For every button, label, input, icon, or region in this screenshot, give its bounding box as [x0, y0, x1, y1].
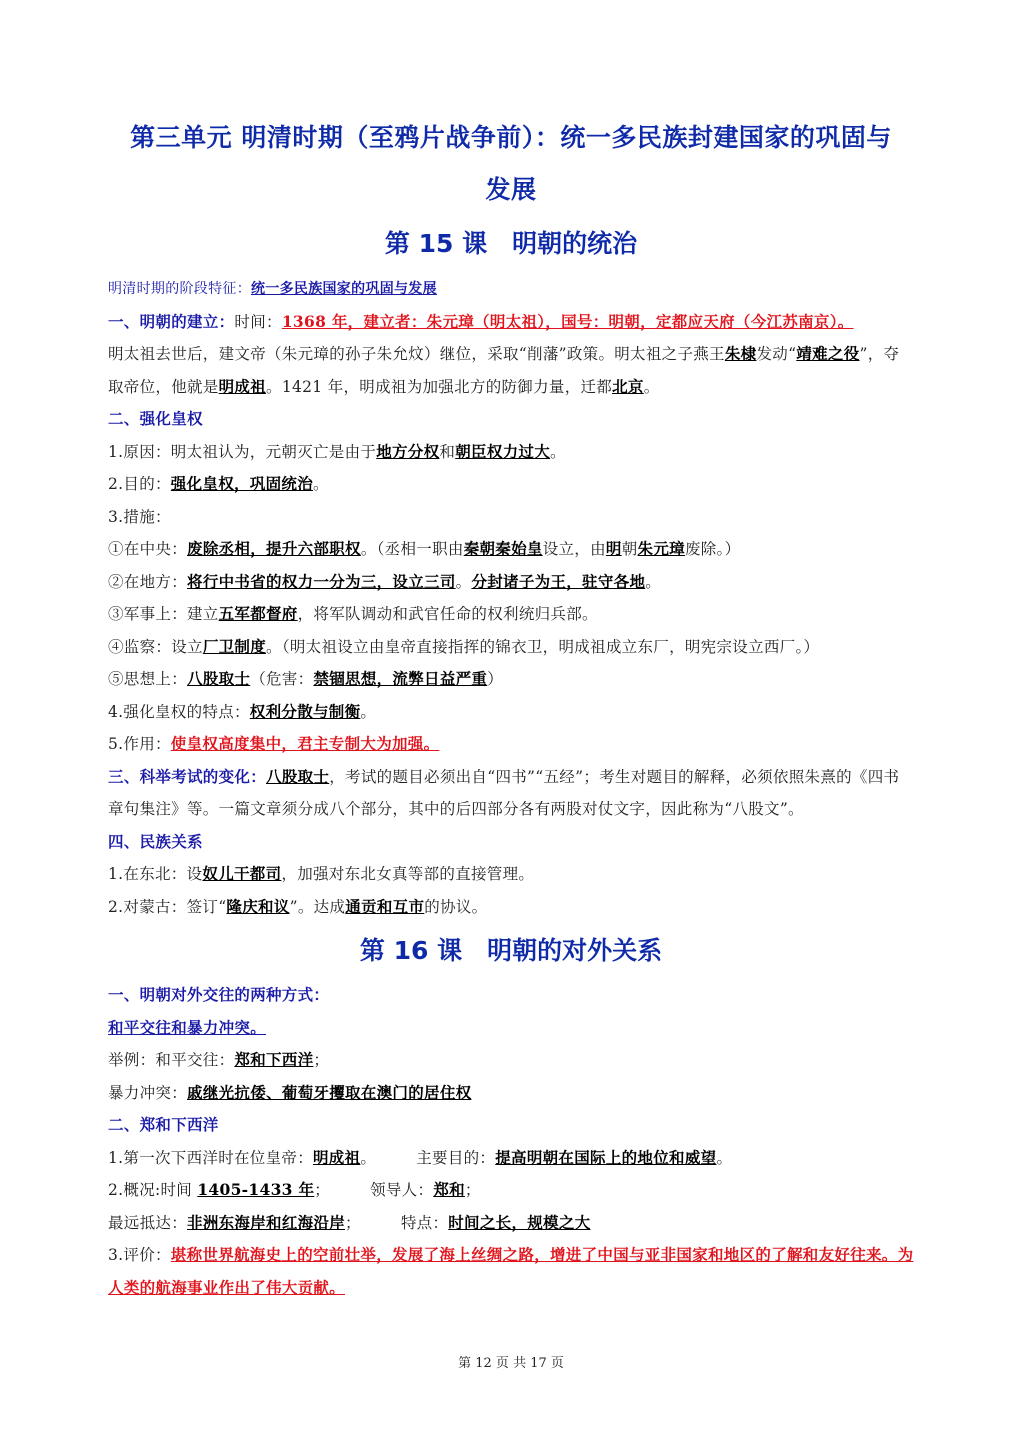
text-fragment: 明	[605, 539, 622, 558]
example-peaceful	[108, 1044, 914, 1077]
text-fragment: 的协议。	[424, 897, 488, 916]
text-fragment: 1.第一次下西洋时在位皇帝：	[108, 1148, 313, 1167]
text-fragment: 1.在东北：设	[108, 865, 203, 883]
text-fragment: ；	[345, 1213, 361, 1232]
lesson-15-title: 第 15 课 明朝的统治	[384, 229, 638, 258]
text-fragment: ；	[314, 1181, 331, 1199]
text-fragment: ）	[487, 670, 504, 688]
measure-supervision	[108, 631, 914, 664]
text-fragment: 发动“	[756, 345, 797, 363]
text-fragment: ”，夺取帝位，他就是	[108, 345, 900, 396]
text-fragment: 2.目的：	[108, 475, 171, 493]
text-fragment: 。	[643, 377, 660, 396]
text-fragment: 提高明朝在国际上的地位和威望	[495, 1147, 717, 1167]
paragraph-jingnan	[108, 338, 914, 403]
text-fragment: 4.强化皇权的特点：	[108, 702, 250, 721]
text-fragment: 暴力冲突：	[108, 1083, 188, 1102]
text-fragment: 。	[313, 475, 329, 493]
text-fragment: 朱元璋	[637, 539, 685, 558]
zheng-he-farthest	[108, 1207, 914, 1240]
item-purpose	[108, 468, 914, 501]
unit-title-line2: 发展	[485, 175, 537, 204]
text-fragment: 明成祖	[313, 1147, 361, 1167]
section-ming-founding	[108, 306, 914, 339]
section-zheng-he: 二、郑和下西洋	[108, 1116, 219, 1134]
text-fragment: 废除。）	[684, 540, 741, 558]
text-fragment: 和平交往和暴力冲突。	[108, 1017, 267, 1037]
text-fragment: 难之役	[812, 344, 860, 363]
text-fragment: 统一多民族国家的巩固与发展	[251, 281, 437, 297]
measure-central	[108, 533, 914, 566]
item-effect	[108, 728, 914, 761]
text-fragment: 。1421 年，明成祖为加强北方的防御力量，迁都	[266, 377, 613, 396]
text-fragment: 明清时期的阶段特征：	[108, 281, 251, 297]
text-fragment: ⑤思想上：	[108, 670, 188, 688]
text-fragment: 通贡和互市	[345, 896, 425, 916]
example-conflict	[108, 1077, 914, 1110]
text-fragment: 非洲东海岸和红海沿岸	[187, 1212, 346, 1232]
text-fragment: 堪称世界航海史上的空前壮举，发展了海上丝绸之路，增进了中国与亚非国家和地区的了解和友好往来。为人类的航海事业作出了伟大贡献。	[108, 1245, 914, 1297]
text-fragment: ①在中央：	[108, 540, 188, 558]
text-fragment: ，加强对东北女真等部的直接管理。	[281, 865, 535, 883]
text-fragment: 举例：和平交往：	[108, 1051, 235, 1069]
text-fragment: 3.评价：	[108, 1246, 171, 1264]
text-fragment: 秦朝秦始皇	[463, 539, 543, 558]
text-fragment: 奴儿干都司	[202, 864, 282, 883]
foreign-ways-answer	[108, 1012, 914, 1045]
text-fragment: 主要目的：	[416, 1148, 496, 1167]
text-fragment: 厂卫制度	[202, 636, 267, 656]
text-fragment: 时间：	[234, 312, 282, 331]
text-fragment: 五军都督府	[218, 604, 298, 623]
text-fragment: （危害：	[250, 670, 314, 688]
text-fragment: ，将军队调动和武官任命的权利统归兵部。	[297, 605, 598, 623]
text-fragment: 特点：	[400, 1213, 449, 1232]
text-fragment: 。（明太祖设立由皇帝直接指挥的锦衣卫，明成祖成立东厂，明宪宗设立西厂。）	[266, 637, 820, 656]
text-fragment: 北京	[612, 376, 644, 396]
text-fragment: 1405-1433 年	[197, 1180, 315, 1199]
text-fragment: 1368 年，建立者：朱元璋（明太祖），国号：明朝，定都应天府（今江苏南京）。	[281, 311, 854, 331]
text-fragment: 。	[360, 1148, 377, 1167]
text-fragment: 朱棣	[724, 344, 757, 363]
text-fragment: 最远抵达：	[108, 1213, 188, 1232]
text-fragment: 。	[360, 702, 377, 721]
text-fragment: 分封诸子为王，驻守各地	[471, 571, 646, 591]
section-foreign-ways: 一、明朝对外交往的两种方式：	[108, 986, 330, 1004]
text-fragment: ；	[464, 1181, 481, 1199]
page-footer: 第 12 页 共 17 页	[458, 1356, 564, 1371]
measure-local	[108, 566, 914, 599]
text-fragment: ②在地方：	[108, 572, 188, 591]
item-measures: 3.措施：	[108, 507, 171, 526]
text-fragment: 。	[716, 1148, 733, 1167]
text-fragment: 。	[645, 572, 662, 591]
text-fragment: 八股取士	[266, 766, 330, 786]
zheng-he-emperor	[108, 1142, 914, 1175]
lesson-16-title: 第 16 课 明朝的对外关系	[359, 936, 663, 965]
document-page	[108, 112, 914, 1304]
item-mongolia	[108, 891, 914, 924]
text-fragment: 2.概况:时间	[108, 1181, 198, 1199]
text-fragment: ”。达成	[289, 897, 346, 916]
section-exam-change	[108, 761, 914, 826]
text-fragment: 朝	[621, 540, 638, 558]
text-fragment: 朝臣权力过大	[455, 441, 551, 461]
section-strengthen-power: 二、强化皇权	[108, 410, 203, 428]
item-northeast	[108, 858, 914, 891]
text-fragment: 一、明朝的建立：	[108, 312, 235, 331]
text-fragment: 权利分散与制衡	[249, 701, 361, 721]
text-fragment: 废除丞相，提升六部职权	[187, 539, 361, 558]
text-fragment: 郑和下西洋	[234, 1050, 314, 1069]
text-fragment: 设立，由	[542, 540, 606, 558]
text-fragment: 强化皇权，巩固统治	[170, 474, 313, 493]
measure-thought	[108, 663, 914, 696]
text-fragment: 明成祖	[218, 376, 267, 396]
text-fragment: 5.作用：	[108, 735, 171, 753]
text-fragment: 隆庆和议	[226, 896, 290, 916]
text-fragment: ④监察：设立	[108, 637, 203, 656]
item-features	[108, 696, 914, 729]
unit-title-line1: 第三单元 明清时期（至鸦片战争前）：统一多民族封建国家的巩固与	[130, 123, 892, 152]
text-fragment: 靖	[796, 344, 813, 363]
text-fragment: 时间之长，规模之大	[448, 1212, 591, 1232]
text-fragment: 戚继光抗倭、葡萄牙攫取在澳门的居住权	[187, 1082, 472, 1102]
text-fragment: 禁锢思想，流弊日益严重	[313, 669, 488, 688]
zheng-he-evaluation	[108, 1239, 914, 1304]
zheng-he-overview	[108, 1174, 914, 1207]
stage-feature	[108, 272, 914, 306]
text-fragment: ；	[313, 1051, 330, 1069]
text-fragment: 三、科举考试的变化：	[108, 767, 267, 786]
text-fragment: 1.原因：明太祖认为，元朝灭亡是由于	[108, 442, 377, 461]
text-fragment: 郑和	[433, 1180, 465, 1199]
text-fragment: 。（丞相一职由	[360, 540, 464, 558]
section-ethnic-relations: 四、民族关系	[108, 832, 203, 851]
text-fragment: 领导人：	[370, 1181, 434, 1199]
text-fragment: ，考试的题目必须出自“四书”“五经”；考生对题目的解释，必须依照朱熹的《四书章句集注》等。一篇文章须分成八个部分，其中的后四部分各有两股对仗文字，因此称为“八股文”。	[108, 767, 900, 818]
text-fragment: 明太祖去世后，建文帝（朱元璋的孙子朱允炆）继位，采取“削藩”政策。明太祖之子燕王	[108, 345, 725, 363]
text-fragment: 使皇权高度集中，君主专制大为加强。	[170, 734, 440, 753]
text-fragment: 。	[455, 572, 472, 591]
text-fragment: 和	[439, 442, 456, 461]
text-fragment: 将行中书省的权力一分为三，设立三司	[187, 571, 456, 591]
text-fragment: 八股取士	[187, 669, 251, 688]
text-fragment: 。	[550, 442, 566, 461]
text-fragment: ③军事上：建立	[108, 605, 219, 623]
text-fragment: 2.对蒙古：签订“	[108, 897, 227, 916]
item-reason	[108, 436, 914, 469]
text-fragment: 地方分权	[376, 441, 440, 461]
measure-military	[108, 598, 914, 631]
